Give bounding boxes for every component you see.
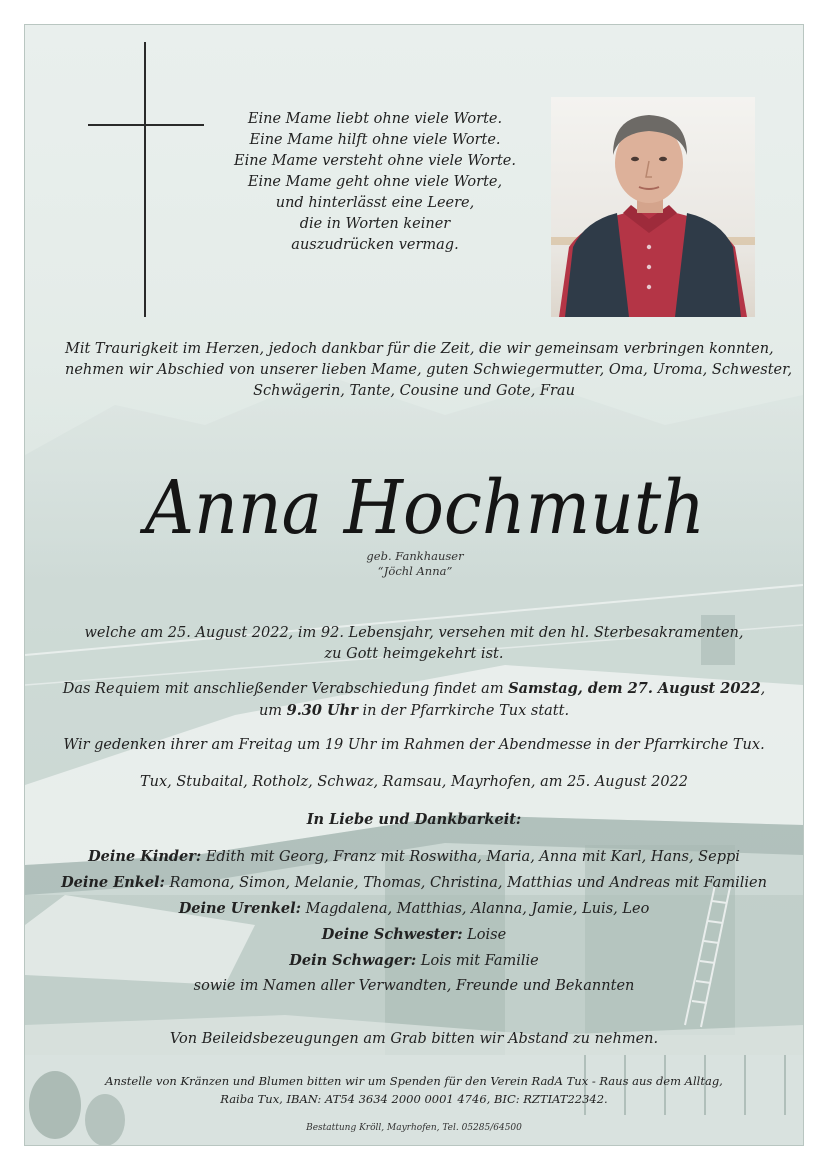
cross-icon-bar — [88, 124, 204, 126]
family-label: Deine Schwester: — [321, 926, 463, 943]
requiem-text: in der Pfarrkirche Tux statt. — [357, 703, 570, 719]
deceased-name-block — [115, 445, 735, 555]
family-row — [45, 948, 783, 974]
family-names: Edith mit Georg, Franz mit Roswitha, Maria, Anna mit Karl, Hans, Seppi — [201, 849, 740, 865]
death-notice-line: welche am 25. August 2022, im 92. Lebensjahr, versehen mit den hl. Sterbesakramenten, — [84, 625, 744, 641]
family-names: Lois mit Familie — [416, 953, 539, 969]
family-row — [45, 922, 783, 948]
undertaker-line: Bestattung Kröll, Mayrhofen, Tel. 05285/64500 — [306, 1123, 522, 1133]
poem-line: Eine Mame geht ohne viele Worte, — [247, 174, 503, 190]
family-label: Dein Schwager: — [289, 952, 417, 969]
intro-line: Schwägerin, Tante, Cousine und Gote, Frau — [253, 383, 575, 399]
family-names: Ramona, Simon, Melanie, Thomas, Christina, Matthias und Andreas mit Familien — [164, 875, 767, 891]
requiem-line-2 — [45, 700, 783, 722]
poem-line: die in Worten keiner — [299, 216, 451, 232]
family-row — [45, 844, 783, 870]
requiem-text: um — [258, 703, 287, 719]
relatives-line: sowie im Namen aller Verwandten, Freunde und Bekannten — [193, 978, 635, 994]
intro-paragraph — [65, 339, 793, 402]
poem-line: Eine Mame hilft ohne viele Worte. — [249, 132, 501, 148]
intro-line: Mit Traurigkeit im Herzen, jedoch dankbar für die Zeit, die wir gemeinsam verbringen konnten, — [65, 341, 774, 357]
love-heading — [45, 809, 783, 831]
family-row — [45, 896, 783, 922]
portrait-photo — [551, 97, 755, 317]
family-row — [45, 870, 783, 896]
places-date-line: Tux, Stubaital, Rotholz, Schwaz, Ramsau, Mayrhofen, am 25. August 2022 — [139, 774, 689, 790]
donation-note — [65, 1072, 763, 1108]
remembrance-line: Wir gedenken ihrer am Freitag um 19 Uhr im Rahmen der Abendmesse in der Pfarrkirche Tux. — [63, 737, 765, 753]
obituary-card — [24, 24, 804, 1146]
notice-body — [45, 623, 783, 1050]
requiem-text: , — [760, 681, 766, 697]
poem-line: und hinterlässt eine Leere, — [275, 195, 475, 211]
family-label: Deine Urenkel: — [178, 900, 301, 917]
requiem-time: 9.30 Uhr — [286, 702, 358, 719]
requiem-line-1 — [45, 678, 783, 700]
poem-line: Eine Mame versteht ohne viele Worte. — [234, 153, 516, 169]
family-label: Deine Kinder: — [88, 848, 202, 865]
deceased-name: Anna Hochmuth — [139, 465, 706, 551]
family-label: Deine Enkel: — [61, 874, 165, 891]
poem-line: auszudrücken vermag. — [291, 237, 459, 253]
poem — [215, 109, 535, 256]
family-names: Loise — [462, 927, 507, 943]
requiem-text: Das Requiem mit anschließender Verabschiedung findet am — [62, 681, 509, 697]
condolence-line: Von Beileidsbezeugungen am Grab bitten wir Abstand zu nehmen. — [169, 1031, 659, 1047]
love-heading-text: In Liebe und Dankbarkeit: — [306, 811, 522, 828]
family-names: Magdalena, Matthias, Alanna, Jamie, Luis, Leo — [301, 901, 650, 917]
intro-line: nehmen wir Abschied von unserer lieben Mame, guten Schwiegermutter, Oma, Uroma, Schwester, — [65, 362, 793, 378]
poem-line: Eine Mame liebt ohne viele Worte. — [247, 111, 503, 127]
maiden-name-block — [275, 549, 555, 579]
nickname: “Jöchl Anna” — [377, 564, 453, 578]
death-notice-line: zu Gott heimgekehrt ist. — [324, 646, 504, 662]
maiden-name: geb. Fankhauser — [366, 549, 464, 563]
cross-icon — [144, 42, 146, 317]
donation-line: Anstelle von Kränzen und Blumen bitten wir um Spenden für den Verein RadA Tux - Raus aus dem Alltag, — [105, 1074, 723, 1088]
requiem-date: Samstag, dem 27. August 2022 — [508, 680, 761, 697]
donation-line: Raiba Tux, IBAN: AT54 3634 2000 0001 4746, BIC: RZTIAT22342. — [220, 1092, 608, 1106]
